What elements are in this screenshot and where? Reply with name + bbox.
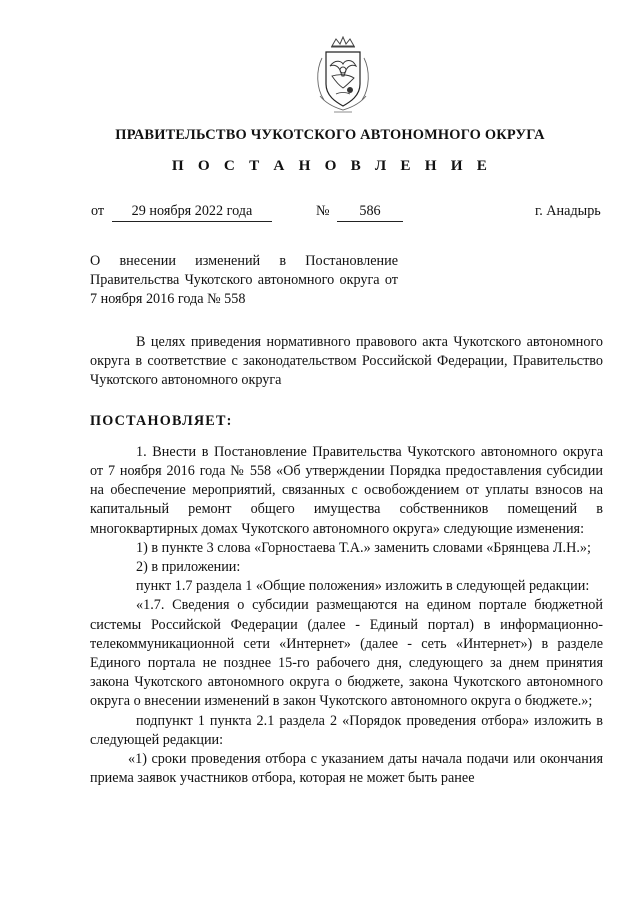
body-paragraph-6: подпункт 1 пункта 2.1 раздела 2 «Порядок проведения отбора» изложить в следующей редакции:: [90, 712, 603, 748]
preamble-paragraph: В целях приведения нормативного правового акта Чукотского автономного округа в соответствие с законодательством Российской Федерации, Правительство Чукотского автономного округа: [90, 334, 603, 389]
document-body: [90, 333, 603, 788]
date-label: от: [91, 203, 105, 219]
document-city: г. Анадырь: [535, 203, 601, 219]
document-number: 586: [337, 202, 403, 222]
document-subject: О внесении изменений в Постановление Правительства Чукотского автономного округа от 7 ноября 2016 года № 558: [90, 253, 398, 308]
body-paragraph-1: 1. Внести в Постановление Правительства Чукотского автономного округа от 7 ноября 2016 года № 558 «Об утверждении Порядка предоставления субсидии на обеспечение мероприятий, связанных с освобождением от уплаты взносов на капитальный ремонт общего имущества собственников помещений в многоквартирных домах Чукотского автономного округа» следующие изменения:: [90, 443, 603, 537]
document-type-title: П О С Т А Н О В Л Е Н И Е: [171, 157, 493, 174]
decree-heading: ПОСТАНОВЛЯЕТ:: [90, 412, 233, 429]
government-title: ПРАВИТЕЛЬСТВО ЧУКОТСКОГО АВТОНОМНОГО ОКРУГА: [115, 127, 545, 143]
number-label: №: [316, 203, 330, 219]
document-date: 29 ноября 2022 года: [112, 202, 272, 222]
document-meta-row: [0, 202, 640, 224]
body-paragraph-3: 2) в приложении:: [136, 559, 241, 576]
body-paragraph-5: «1.7. Сведения о субсидии размещаются на едином портале бюджетной системы Российской Федерации (далее - Единый портал) в информационно-телекоммуникационной сети «Интернет» (далее - сеть «Интернет») в разделе Единого портала не позднее 15-го рабочего дня, следующего за днем принятия закона Чукотского автономного округа о бюджете, закона Чукотского автономного округа о внесении изменений в закон Чукотского автономного округа о бюджете.»;: [90, 597, 603, 710]
body-paragraph-4: пункт 1.7 раздела 1 «Общие положения» изложить в следующей редакции:: [136, 578, 590, 595]
body-paragraph-7: «1) сроки проведения отбора с указанием даты начала подачи или окончания приема заявок участников отбора, которая не может быть ранее: [90, 751, 603, 787]
body-paragraph-2: 1) в пункте 3 слова «Горностаева Т.А.» заменить словами «Брянцева Л.Н.»;: [136, 539, 591, 556]
chukotka-coat-of-arms-icon: [310, 36, 376, 116]
